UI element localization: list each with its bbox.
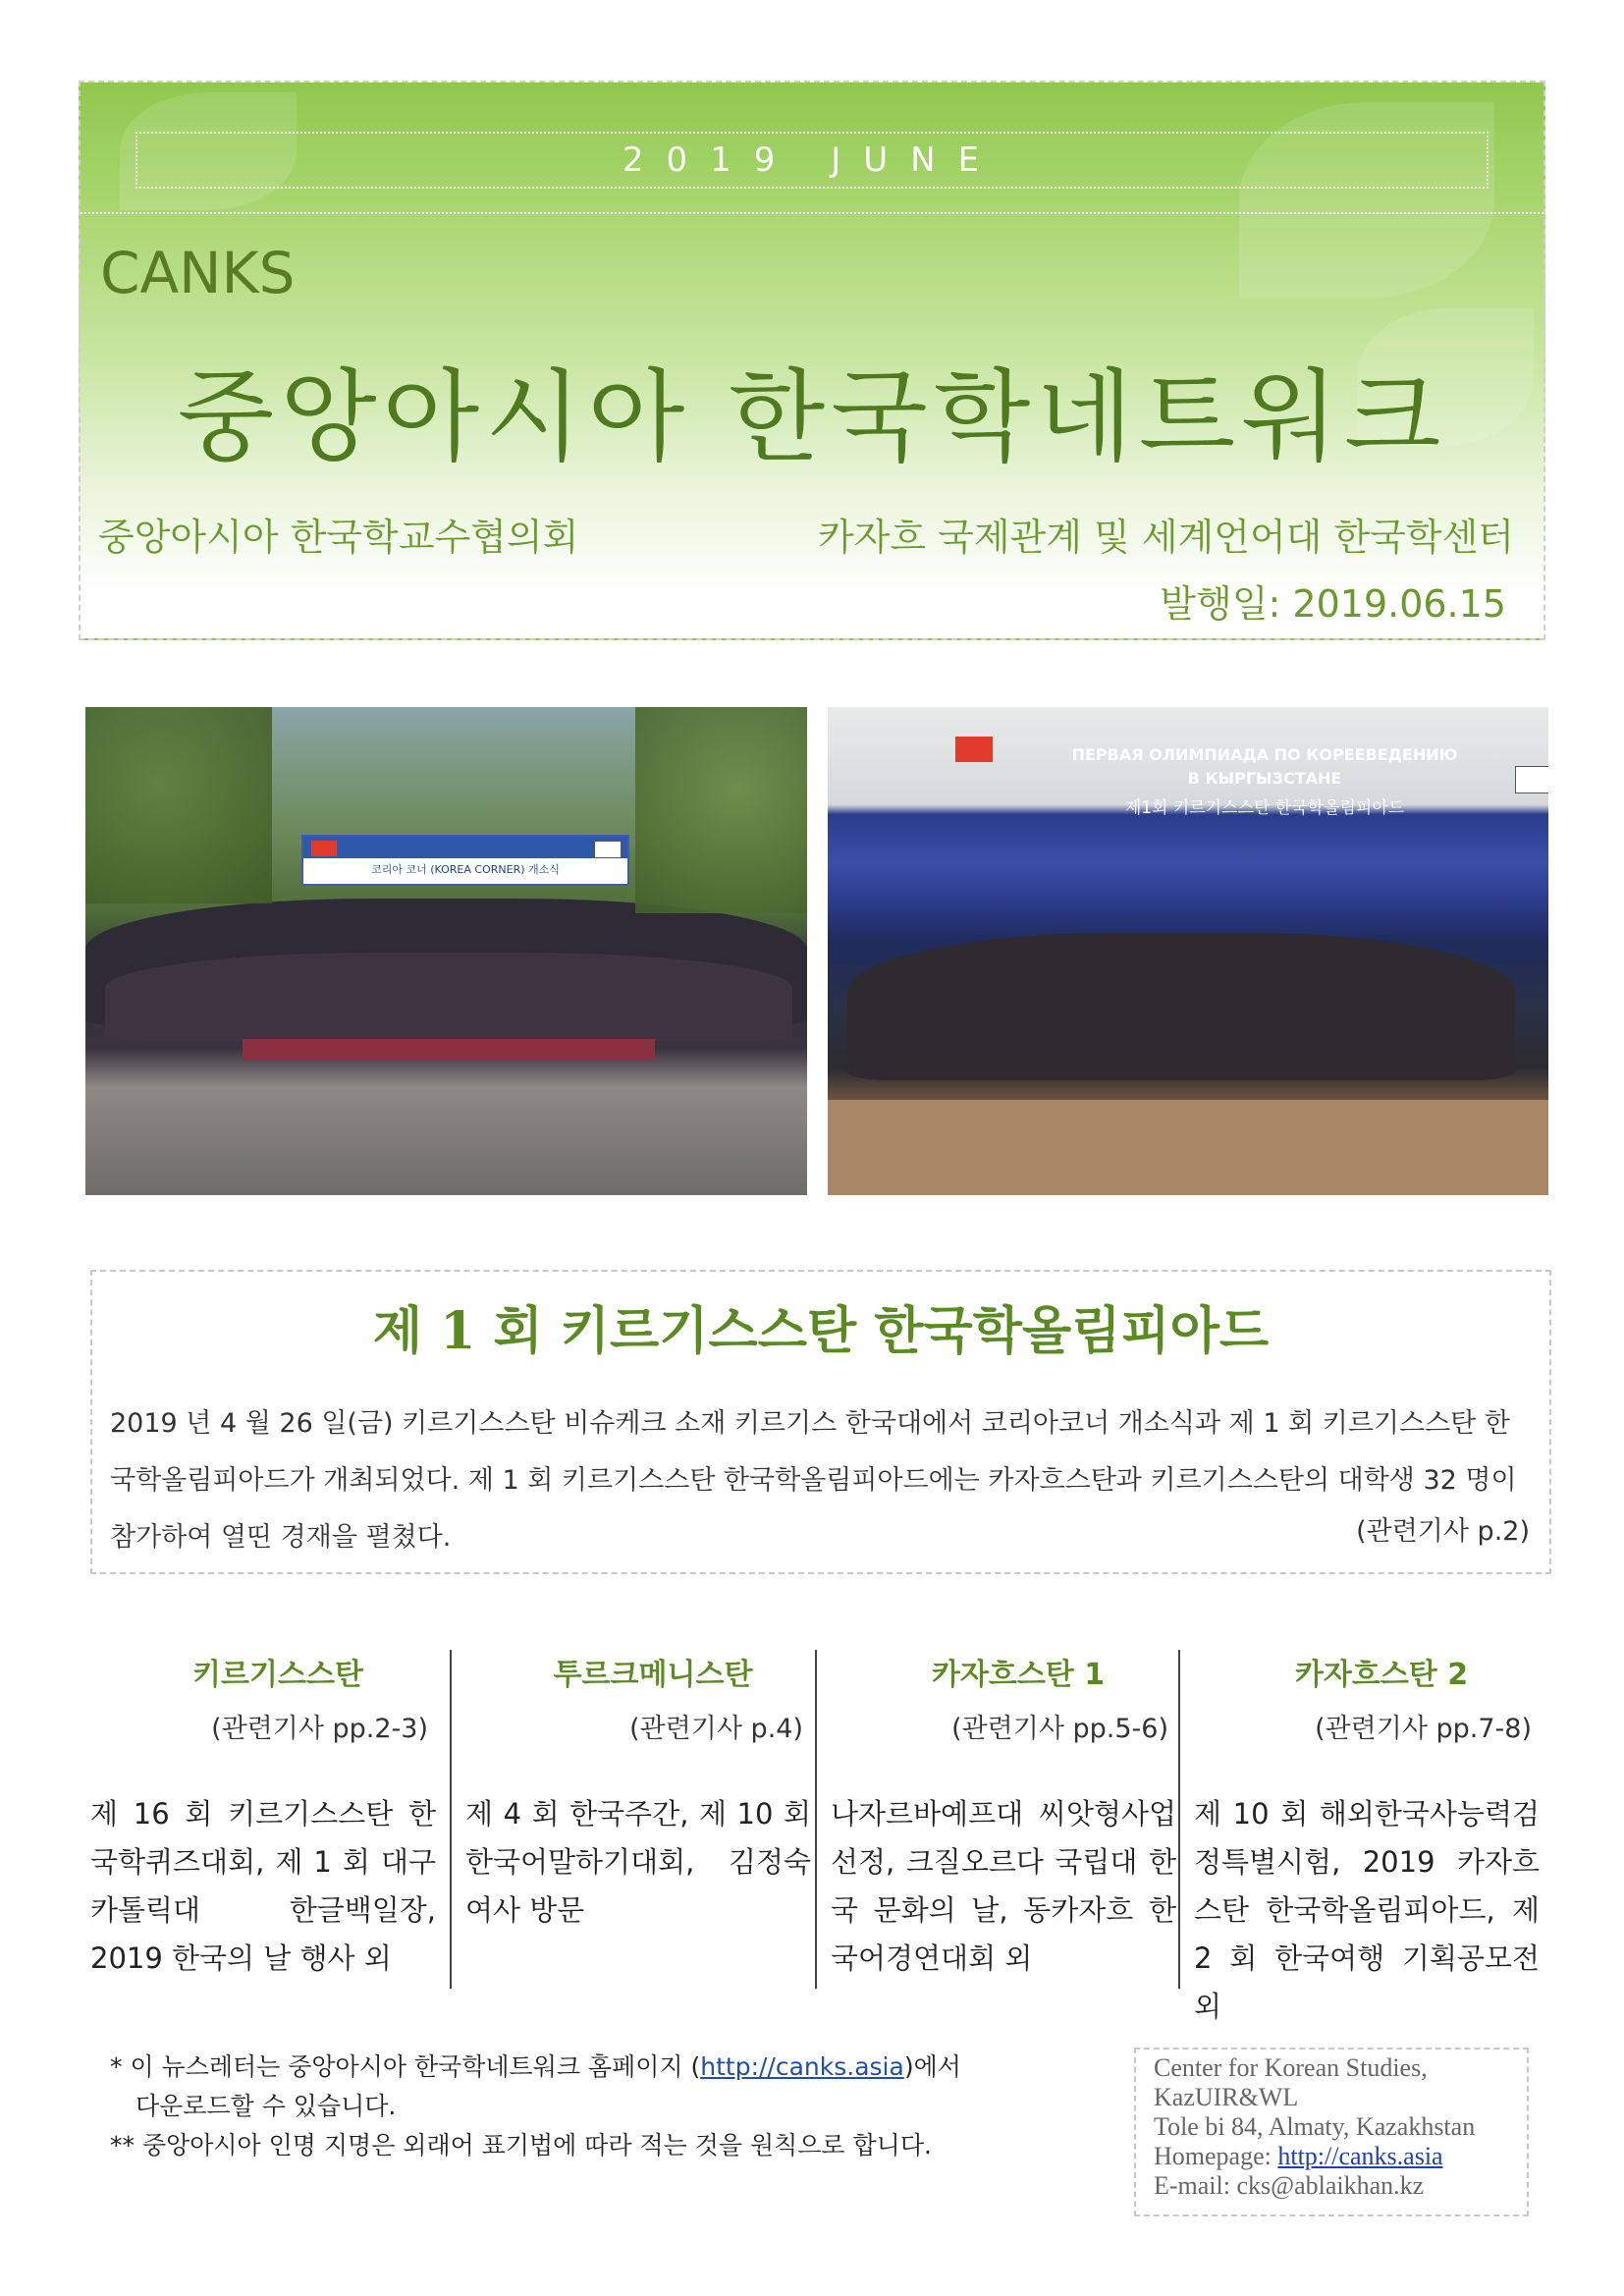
country-sections — [90, 1650, 1551, 2023]
publish-date: 발행일: 2019.06.15 — [1160, 582, 1506, 626]
section-reference: (관련기사 p.4) — [629, 1714, 803, 1744]
crowd-front-row — [105, 953, 792, 1041]
subtitle-right: 카자흐 국제관계 및 세계언어대 한국학센터 — [817, 516, 1514, 559]
contact-email: E-mail: cks@ablaikhan.kz — [1154, 2171, 1425, 2200]
banner-text: 코리아 코너 (KOREA CORNER) 개소식 — [371, 863, 560, 876]
section-body: 나자르바예프대 씨앗형사업 선정, 크질오르다 국립대 한국 문화의 날, 동카자흐 한국어경연대회 외 — [831, 1797, 1176, 1975]
brand-name: CANKS — [100, 240, 296, 306]
section-heading: 투르크메니스탄 — [553, 1658, 753, 1692]
section-kazakhstan-1 — [831, 1650, 1176, 1984]
issue-date: 2019 JUNE — [135, 132, 1489, 189]
section-heading: 키르기스스탄 — [192, 1658, 363, 1692]
section-kyrgyzstan — [90, 1650, 436, 1984]
feature-title: 제 1 회 키르기스스탄 한국학올림피아드 — [372, 1301, 1270, 1361]
footnote-2: ** 중앙아시아 인명 지명은 외래어 표기법에 따라 적는 것을 원칙으로 합니다. — [110, 2131, 932, 2159]
column-divider — [450, 1650, 452, 1989]
feature-article — [90, 1270, 1551, 1574]
tree — [635, 707, 807, 913]
section-reference: (관련기사 pp.2-3) — [211, 1714, 428, 1744]
photo-olympiad-participants — [828, 707, 1548, 1195]
header-divider — [81, 212, 1543, 214]
footnote-1: * 이 뉴스레터는 중앙아시아 한국학네트워크 홈페이지 (http://canks.asia)에서 — [110, 2052, 961, 2081]
section-body: 제 10 회 해외한국사능력검정특별시험, 2019 카자흐스탄 한국학올림피아드, 제 2 회 한국여행 기획공모전 외 — [1194, 1797, 1540, 2023]
conference-table — [828, 1100, 1548, 1195]
red-carpet — [243, 1039, 655, 1061]
section-heading: 카자흐스탄 1 — [931, 1658, 1106, 1692]
section-kazakhstan-2 — [1194, 1650, 1540, 2023]
feature-body: 2019 년 4 월 26 일(금) 키르기스스탄 비슈케크 소재 키르기스 한국대에서 코리아코너 개소식과 제 1 회 키르기스스탄 한국학올림피아드가 개최되었다. 제 1 회 키르기스스탄 한국학올림피아드에는 카자흐스탄과 키르기스스탄의 대학생 32 명이 참가하여 열띤 경재을 펼쳤다. — [110, 1408, 1517, 1553]
footnotes — [110, 2048, 961, 2165]
contact-homepage-link[interactable]: http://canks.asia — [1277, 2142, 1443, 2170]
contact-homepage: Homepage: http://canks.asia — [1154, 2142, 1443, 2170]
section-body: 제 16 회 키르기스스탄 한국학퀴즈대회, 제 1 회 대구카톨릭대 한글백일장, 2019 한국의 날 행사 외 — [90, 1797, 436, 1975]
olympiad-banner: ПЕРВАЯ ОЛИМПИАДА ПО КОРЕЕВЕДЕНИЮ В КЫРГЫЗСТАНЕ 제1회 키르기스스탄 한국학올림피아드 — [1004, 737, 1525, 894]
contact-box — [1134, 2048, 1529, 2216]
photo-korea-corner-opening — [85, 707, 807, 1195]
section-turkmenistan — [465, 1650, 811, 1984]
contact-org-abbr: KazUIR&WL — [1154, 2083, 1299, 2111]
subtitle-left: 중앙아시아 한국학교수협의회 — [98, 516, 579, 559]
event-banner — [301, 835, 629, 886]
column-divider — [815, 1650, 817, 1989]
column-divider — [1178, 1650, 1180, 1989]
section-reference: (관련기사 pp.5-6) — [951, 1714, 1168, 1744]
contact-org: Center for Korean Studies, — [1154, 2053, 1428, 2082]
tree — [85, 707, 272, 903]
section-body: 제 4 회 한국주간, 제 10 회 한국어말하기대회, 김정숙 여사 방문 — [465, 1797, 811, 1927]
flag-korea — [1515, 766, 1548, 793]
flag-korea — [594, 841, 622, 858]
flag-kyrgyzstan — [955, 737, 993, 762]
flag-kyrgyzstan — [311, 841, 337, 856]
section-reference: (관련기사 pp.7-8) — [1315, 1714, 1532, 1744]
participants — [847, 933, 1515, 1080]
feature-reference: (관련기사 p.2) — [1356, 1516, 1530, 1547]
newsletter-header — [79, 81, 1545, 640]
contact-address: Tole bi 84, Almaty, Kazakhstan — [1154, 2112, 1476, 2141]
newsletter-title: 중앙아시아 한국학네트워크 — [177, 359, 1447, 476]
footnote-1-continued: 다운로드할 수 있습니다. — [135, 2092, 397, 2120]
homepage-link[interactable]: http://canks.asia — [700, 2052, 904, 2081]
section-heading: 카자흐스탄 2 — [1294, 1658, 1469, 1692]
